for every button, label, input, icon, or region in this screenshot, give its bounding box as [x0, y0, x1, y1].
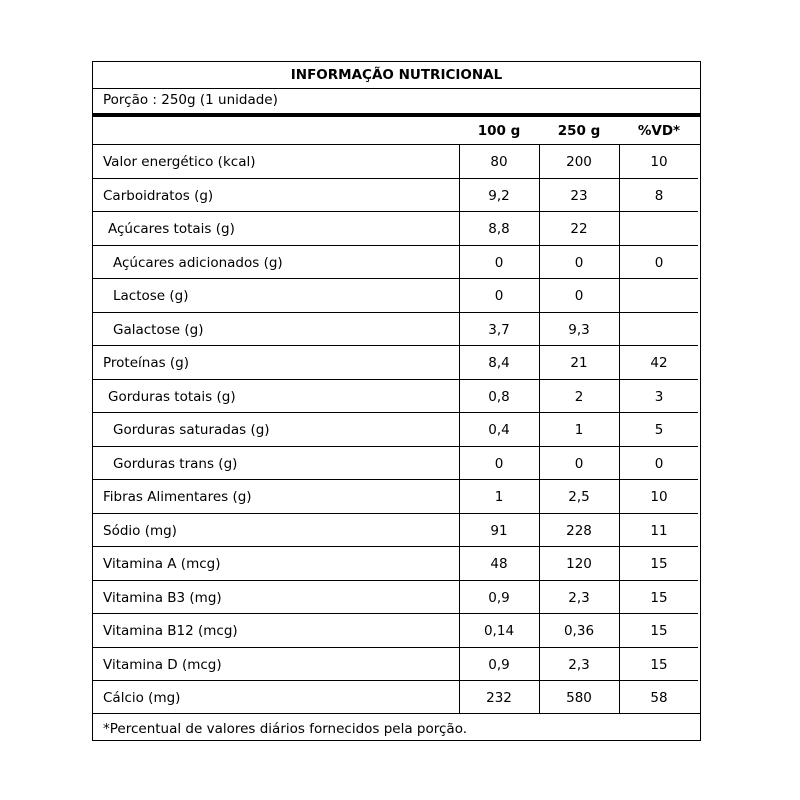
value-vd: 8 [654, 187, 664, 204]
column-header-vd: %VD* [637, 123, 681, 139]
nutrient-name: Vitamina B3 (mg) [103, 589, 222, 606]
value-250g: 21 [570, 355, 588, 371]
value-250g: 0 [574, 455, 584, 472]
nutrient-name: Vitamina D (mcg) [103, 656, 222, 673]
value-vd: 42 [650, 355, 668, 371]
value-vd [619, 279, 699, 311]
value-vd: 0 [654, 455, 664, 472]
value-vd: 0 [654, 254, 664, 271]
value-100g: 0 [494, 254, 504, 271]
column-header-250g: 250 g [557, 123, 601, 139]
column-header-row [93, 117, 700, 144]
table-row [93, 681, 698, 715]
portion-info: Porção : 250g (1 unidade) [103, 92, 278, 108]
value-100g: 8,4 [488, 355, 510, 371]
value-100g: 0,4 [488, 422, 510, 438]
value-vd [619, 313, 699, 345]
table-row [93, 246, 698, 280]
footnote: *Percentual de valores diários fornecidos pela porção. [103, 721, 468, 737]
value-100g: 0 [494, 455, 504, 472]
table-row [93, 279, 698, 313]
value-100g: 0,14 [483, 623, 515, 639]
value-100g: 91 [490, 522, 508, 539]
value-vd: 3 [654, 388, 664, 405]
value-250g: 0 [574, 254, 584, 271]
nutrient-name: Vitamina A (mcg) [103, 556, 221, 572]
value-100g: 0 [494, 288, 504, 304]
value-100g: 0,9 [488, 656, 510, 673]
value-250g: 120 [566, 556, 592, 572]
value-vd: 15 [650, 556, 668, 572]
value-vd: 15 [650, 589, 668, 606]
value-250g: 23 [570, 187, 588, 204]
value-250g: 2,3 [568, 589, 590, 606]
value-100g: 3,7 [488, 321, 510, 338]
value-100g: 48 [490, 556, 508, 572]
value-vd: 15 [650, 656, 668, 673]
value-vd: 5 [654, 422, 664, 438]
table-row [93, 380, 698, 414]
value-100g: 80 [490, 154, 508, 170]
table-row [93, 179, 698, 213]
table-row [93, 447, 698, 481]
table-row [93, 614, 698, 648]
value-250g: 0,36 [563, 623, 595, 639]
value-100g: 9,2 [488, 187, 510, 204]
table-row [93, 212, 698, 246]
table-row [93, 514, 698, 548]
nutrition-label [92, 61, 701, 741]
value-250g: 0 [574, 288, 584, 304]
table-row [93, 547, 698, 581]
nutrient-name: Fibras Alimentares (g) [103, 489, 252, 505]
nutrient-name: Lactose (g) [113, 288, 189, 304]
nutrient-name: Açúcares totais (g) [108, 221, 235, 237]
nutrient-name: Gorduras totais (g) [108, 388, 236, 405]
value-100g: 0,8 [488, 388, 510, 405]
value-250g: 1 [574, 422, 584, 438]
value-100g: 8,8 [488, 221, 510, 237]
value-250g: 2,3 [568, 656, 590, 673]
nutrient-name: Vitamina B12 (mcg) [103, 623, 238, 639]
nutrient-name: Galactose (g) [113, 321, 204, 338]
value-vd [619, 212, 699, 244]
value-100g: 0,9 [488, 589, 510, 606]
column-header-100g: 100 g [477, 123, 521, 139]
nutrient-name: Valor energético (kcal) [103, 154, 256, 170]
value-vd: 11 [650, 522, 668, 539]
table-row [93, 581, 698, 615]
nutrient-name: Açúcares adicionados (g) [113, 254, 283, 271]
value-250g: 22 [570, 221, 588, 237]
label-title: INFORMAÇÃO NUTRICIONAL [93, 62, 700, 89]
nutrient-name: Sódio (mg) [103, 522, 177, 539]
table-row [93, 480, 698, 514]
value-vd: 58 [650, 690, 668, 706]
value-100g: 1 [494, 489, 504, 505]
nutrient-table [93, 144, 700, 714]
value-250g: 9,3 [568, 321, 590, 338]
value-vd: 10 [650, 489, 668, 505]
table-row [93, 648, 698, 682]
value-250g: 200 [566, 154, 592, 170]
table-row [93, 346, 698, 380]
nutrient-name: Gorduras saturadas (g) [113, 422, 270, 438]
value-250g: 2,5 [568, 489, 590, 505]
table-row [93, 413, 698, 447]
value-250g: 228 [566, 522, 592, 539]
table-row [93, 145, 698, 179]
table-row [93, 313, 698, 347]
nutrient-name: Gorduras trans (g) [113, 455, 238, 472]
value-250g: 580 [566, 690, 592, 706]
nutrient-name: Proteínas (g) [103, 355, 190, 371]
nutrient-name: Cálcio (mg) [103, 690, 181, 706]
value-vd: 15 [650, 623, 668, 639]
value-250g: 2 [574, 388, 584, 405]
value-100g: 232 [486, 690, 512, 706]
value-vd: 10 [650, 154, 668, 170]
nutrient-name: Carboidratos (g) [103, 187, 214, 204]
